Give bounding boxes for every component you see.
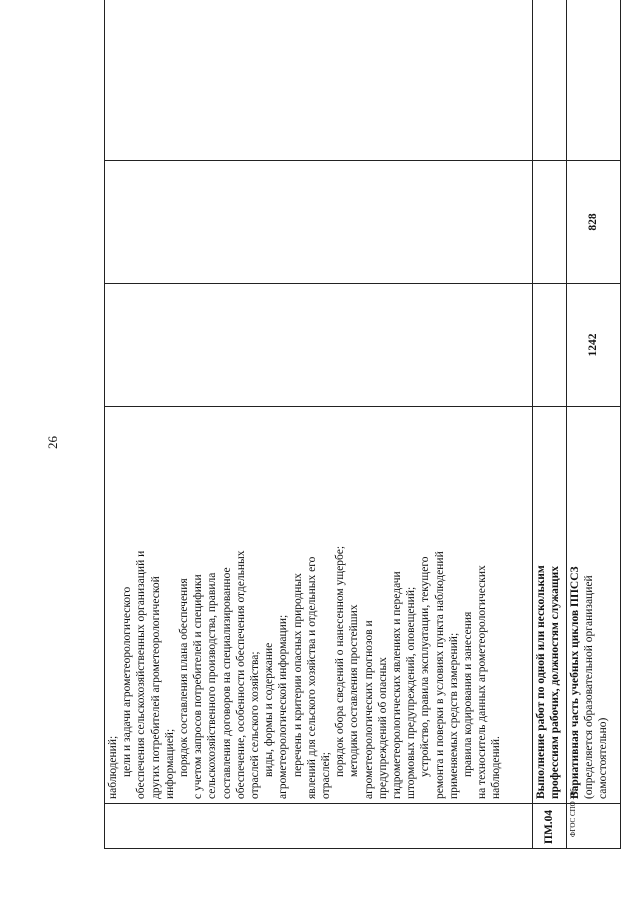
knowledge-list-cell — [105, 407, 533, 804]
hours-max-cell-empty — [105, 284, 533, 407]
knowledge-line: агрометеорологических прогнозов и — [362, 620, 375, 799]
knowledge-line: применяемых средств измерений; — [447, 632, 460, 799]
knowledge-line: наблюдений. — [490, 736, 503, 799]
knowledge-line: ремонта и поверки в условиях пункта наблюдений — [433, 551, 446, 799]
knowledge-line: предупреждений об опасных — [376, 657, 389, 799]
knowledge-line: правила кодирования и занесения — [462, 611, 475, 777]
knowledge-line: составления договоров на специализированное — [220, 567, 233, 799]
knowledge-line: с учетом запросов потребителей и специфики — [192, 574, 205, 799]
variative-note-line: самостоятельно) — [597, 717, 610, 799]
module-code-cell: ПМ.04 — [533, 804, 567, 849]
rotated-table-container — [104, 31, 620, 849]
knowledge-line: гидрометеорологических явлениях и передачи — [391, 571, 404, 799]
knowledge-line: порядок обора сведений о нанесенном ущербе; — [334, 545, 347, 777]
module-hours-classroom-cell — [533, 161, 567, 284]
knowledge-line: наблюдений; — [107, 735, 119, 799]
knowledge-line: методики составления простейших — [348, 604, 361, 777]
knowledge-line: цели и задачи агрометеорологического — [121, 586, 134, 777]
curriculum-table — [104, 0, 621, 849]
knowledge-line: сельскохозяйственного производства, правила — [206, 572, 219, 799]
variative-note-line: (определяется образовательной организацией — [583, 575, 596, 799]
module-hours-max-cell — [533, 284, 567, 407]
code-cell-empty — [105, 804, 533, 849]
knowledge-line: порядок составления плана обеспечения — [178, 578, 191, 777]
footer-standard-label: ФГОС СПО - 06 — [569, 788, 577, 837]
variative-title-line: Вариативная часть учебных циклов ППССЗ — [569, 566, 581, 799]
knowledge-line: штормовых предупреждений, оповещений; — [405, 586, 418, 799]
module-discipline-cell — [533, 0, 567, 161]
knowledge-line: устройство, правила эксплуатации, текущего — [419, 556, 432, 777]
variative-title-cell — [567, 407, 621, 804]
knowledge-line: виды, формы и содержание — [263, 642, 276, 777]
knowledge-line: на техноситель данных агрометеорологических — [476, 565, 489, 799]
discipline-cell-empty — [105, 0, 533, 161]
variative-discipline-cell — [567, 0, 621, 161]
page-number: 26 — [45, 436, 60, 449]
knowledge-line: отраслей сельского хозяйства; — [249, 651, 262, 799]
module-title-line: Выполнение работ по одной или нескольким — [535, 565, 547, 799]
variative-hours-max: 1242 — [567, 284, 621, 407]
table-row-pm04 — [533, 0, 567, 849]
knowledge-line: перечень и критерии опасных природных — [291, 573, 304, 777]
knowledge-line: отраслей; — [320, 752, 333, 799]
table-row-variative — [567, 0, 621, 849]
knowledge-line: информацией; — [163, 728, 176, 799]
hours-classroom-cell-empty — [105, 161, 533, 284]
knowledge-line: явлений для сельского хозяйства и отдельных его — [305, 556, 318, 799]
knowledge-line: обеспечение, особенности обеспечения отдельных — [234, 550, 247, 799]
table-row-knowledge — [105, 0, 533, 849]
knowledge-line: обеспечения сельскохозяйственных организаций и — [135, 550, 148, 799]
knowledge-line: других потребителей агрометеорологической — [149, 576, 162, 799]
variative-hours-classroom: 828 — [567, 161, 621, 284]
knowledge-line: агрометеорологической информации; — [277, 614, 290, 799]
module-title-cell — [533, 407, 567, 804]
module-title-line: профессиям рабочих, должностям служащих — [549, 566, 562, 799]
